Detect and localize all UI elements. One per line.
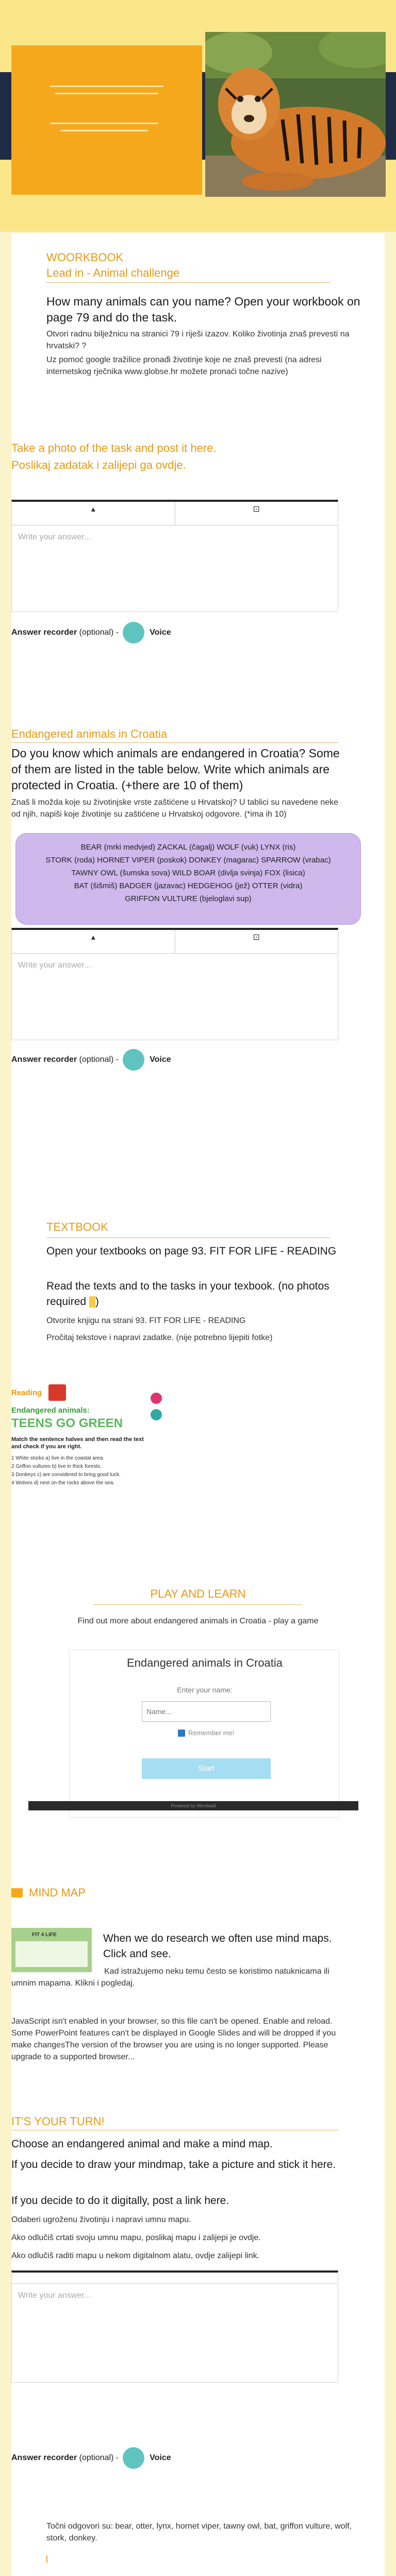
- animal-row: BEAR (mrki medvjed) ZACKAL (čagalj) WOLF (vuk) LYNX (ris): [80, 843, 296, 852]
- emoji-icon: [89, 1296, 95, 1308]
- textbook-thumbnail[interactable]: [11, 1388, 166, 1502]
- book-icon: [48, 1384, 66, 1401]
- hero-banner: [0, 0, 396, 232]
- answer-editor-1[interactable]: [11, 500, 338, 612]
- hero-line: [55, 93, 158, 94]
- animal-list-box: [15, 833, 361, 925]
- textbook-line-1: Open your textbooks on page 93. FIT FOR LIFE - READING: [46, 1245, 337, 1257]
- cursor-marker: [46, 2555, 47, 2563]
- hero-line: [50, 86, 163, 87]
- animal-row: TAWNY OWL (šumska sova) WILD BOAR (divlja svinja) FOX (lisica): [71, 869, 305, 877]
- play-learn-title: PLAY AND LEARN: [150, 1587, 246, 1600]
- your-turn-line-2: If you decide to draw your mindmap, take a picture and stick it here.: [11, 2159, 336, 2171]
- animal-row: BAT (šišmiš) BADGER (jazavac) HEDGEHOG (jež) OTTER (vidra): [74, 882, 303, 890]
- textbook-line-2-end: ): [95, 1296, 99, 1308]
- thumb-item: 4 Wolves d) nest on the rocks above the sea.: [11, 1480, 114, 1486]
- badge-icon: [151, 1393, 162, 1404]
- textbook-hr-2: Pročitaj tekstove i napravi zadatke. (nije potrebno lijepiti fotke): [46, 1333, 273, 1342]
- thumb-subtitle: Endangered animals:: [11, 1406, 90, 1415]
- thumb-item: 3 Donkeys c) are considered to bring good luck.: [11, 1472, 121, 1478]
- workbook-question: How many animals can you name? Open your workbook on page 79 and do the task.: [46, 295, 360, 324]
- section-subtitle: Lead in - Animal challenge: [46, 266, 330, 283]
- text-mode-tab[interactable]: ▴: [12, 930, 175, 953]
- mind-map-line-1: When we do research we often use mind maps. Click and see.: [103, 1933, 332, 1960]
- section-label-workbook: WOORKBOOK: [46, 251, 124, 264]
- answer-textarea[interactable]: Write your answer...: [18, 961, 91, 970]
- answer-recorder-3: [11, 2447, 171, 2469]
- editor-toolbar: [12, 930, 338, 954]
- voice-label[interactable]: Voice: [150, 2453, 171, 2462]
- photo-instruction-en: Take a photo of the task and post it here.: [11, 442, 217, 454]
- your-turn-hr-2: Ako odlučiš crtati svoju umnu mapu, poslikaj mapu i zalijepi je ovdje.: [11, 2233, 261, 2242]
- textbook-line-2-text: Read the texts and to the tasks in your texbook. (no photos required: [46, 1280, 329, 1308]
- hero-line: [60, 130, 148, 131]
- answer-editor-3[interactable]: [11, 2270, 338, 2383]
- js-notice: JavaScript isn't enabled in your browser, so this file can't be opened. Enable and reload. Some PowerPoint features can't be displayed in Google Slides and will be dropped if you make changesThe version of the browser you are using is no longer supported. Please upgrade to a supported browser...: [11, 2017, 336, 2061]
- animal-row: STORK (roda) HORNET VIPER (poskok) DONKEY (magarac) SPARROW (vrabac): [45, 856, 331, 865]
- recorder-label: Answer recorder: [11, 2453, 77, 2462]
- voice-label[interactable]: Voice: [150, 628, 171, 637]
- animal-row: GRIFFON VULTURE (bjeloglavi sup): [125, 894, 252, 903]
- workbook-hr-1: Otvori radnu bilježnicu na stranici 79 i riješi izazov. Koliko životinja znaš prevesti na hrvatski? ?: [46, 330, 350, 350]
- your-turn-line-3: If you decide to do it digitally, post a link here.: [11, 2195, 229, 2207]
- photo-instruction-hr: Poslikaj zadatak i zalijepi ga ovdje.: [11, 459, 186, 471]
- hero-line: [50, 123, 158, 124]
- voice-label[interactable]: Voice: [150, 1055, 171, 1064]
- attach-tab[interactable]: ⊡: [253, 933, 260, 942]
- recorder-label: Answer recorder: [11, 1055, 77, 1064]
- slides-icon: [11, 1888, 23, 1897]
- thumb-task: Match the sentence halves and then read the text and check if you are right.: [11, 1436, 144, 1450]
- voice-record-button[interactable]: [123, 2447, 144, 2469]
- start-button[interactable]: Start: [142, 1758, 271, 1779]
- endangered-question: Do you know which animals are endangered in Croatia? Some of them are listed in the table below. Write which animals are protected in Croatia. (+there are 10 of them): [11, 747, 340, 792]
- answer-recorder-2: [11, 1049, 171, 1071]
- answer-recorder-1: [11, 622, 171, 643]
- answer-editor-2[interactable]: [11, 928, 338, 1040]
- remember-label: Remember me!: [188, 1729, 235, 1737]
- endangered-hr: Znaš li možda koje su životinjske vrste zaštićene u Hrvatskoj? U tablici su navedene neke od njih, napiši koje životinje su zaštićene u Hrvatskoj odgovore. (*ima ih 10): [11, 798, 339, 819]
- your-turn-line-1: Choose an endangered animal and make a mind map.: [11, 2138, 273, 2150]
- powered-by-bar[interactable]: Powered by Wordwall: [28, 1801, 358, 1810]
- recorder-optional: (optional) -: [79, 2453, 119, 2462]
- thumb-reading: Reading: [11, 1388, 42, 1397]
- thumb-item: 2 Griffon vultures b) live in thick forests.: [11, 1464, 102, 1469]
- mind-map-hr: Kad istražujemo neku temu često se koristimo natuknicama ili umnim mapama. Klikni i pogledaj.: [11, 1967, 329, 1988]
- workbook-hr-2: Uz pomoć google tražilice pronađi životinje koje ne znaš prevesti (na adresi internetskog rječnika www.globse.hr možete pronaći točne nazive): [46, 355, 322, 376]
- your-turn-hr-1: Odaberi ugroženu životinju i napravi umnu mapu.: [11, 2215, 191, 2224]
- divider: [94, 1604, 302, 1605]
- textbook-line-2: [46, 1279, 366, 1310]
- editor-toolbar: [12, 2273, 338, 2284]
- your-turn-hr-3: Ako odlučiš raditi mapu u nekom digitalnom alatu, ovdje zalijepi link.: [11, 2251, 260, 2260]
- play-learn-desc: Find out more about endangered animals in Croatia - play a game: [77, 1617, 319, 1625]
- answer-textarea[interactable]: Write your answer...: [18, 2291, 91, 2300]
- textbook-hr-1: Otvorite knjigu na strani 93. FIT FOR LIFE - READING: [46, 1316, 246, 1325]
- editor-toolbar: [12, 502, 338, 526]
- voice-record-button[interactable]: [123, 622, 144, 643]
- remember-checkbox[interactable]: [178, 1730, 185, 1737]
- thumb-green: TEENS GO GREEN: [11, 1416, 123, 1430]
- attach-tab[interactable]: ⊡: [253, 505, 260, 514]
- your-turn-title: IT'S YOUR TURN!: [11, 2113, 338, 2130]
- quiz-name-input[interactable]: [142, 1701, 271, 1722]
- mind-map-title: MIND MAP: [29, 1886, 86, 1899]
- thumb-item: 1 White storks a) live in the coastal area.: [11, 1455, 105, 1461]
- thumb-label: FIT 4 LIFE: [32, 1932, 57, 1938]
- badge-icon: [151, 1409, 162, 1420]
- recorder-optional: (optional) -: [79, 1055, 119, 1064]
- answer-textarea[interactable]: Write your answer...: [18, 533, 91, 541]
- endangered-title: Endangered animals in Croatia: [11, 726, 338, 743]
- hero-title-block: [11, 45, 202, 195]
- voice-record-button[interactable]: [123, 1049, 144, 1071]
- mind-map-header: [11, 1886, 86, 1900]
- wordwall-quiz: [69, 1650, 339, 1818]
- thumb-content: [15, 1941, 88, 1967]
- quiz-title: Endangered animals in Croatia: [126, 1656, 283, 1669]
- recorder-optional: (optional) -: [79, 628, 119, 637]
- quiz-name-label: Enter your name:: [177, 1686, 233, 1694]
- section-label-textbook: TEXTBOOK: [46, 1220, 330, 1238]
- text-mode-tab[interactable]: ▴: [12, 502, 175, 525]
- content-card: [11, 233, 385, 2576]
- tiger-image: [205, 32, 386, 197]
- correct-answers: Točni odgovori su: bear, otter, lynx, hornet viper, tawny owl, bat, griffon vulture, wolf, stork, donkey.: [46, 2522, 352, 2543]
- recorder-label: Answer recorder: [11, 628, 77, 637]
- thumb-items: [11, 1454, 166, 1487]
